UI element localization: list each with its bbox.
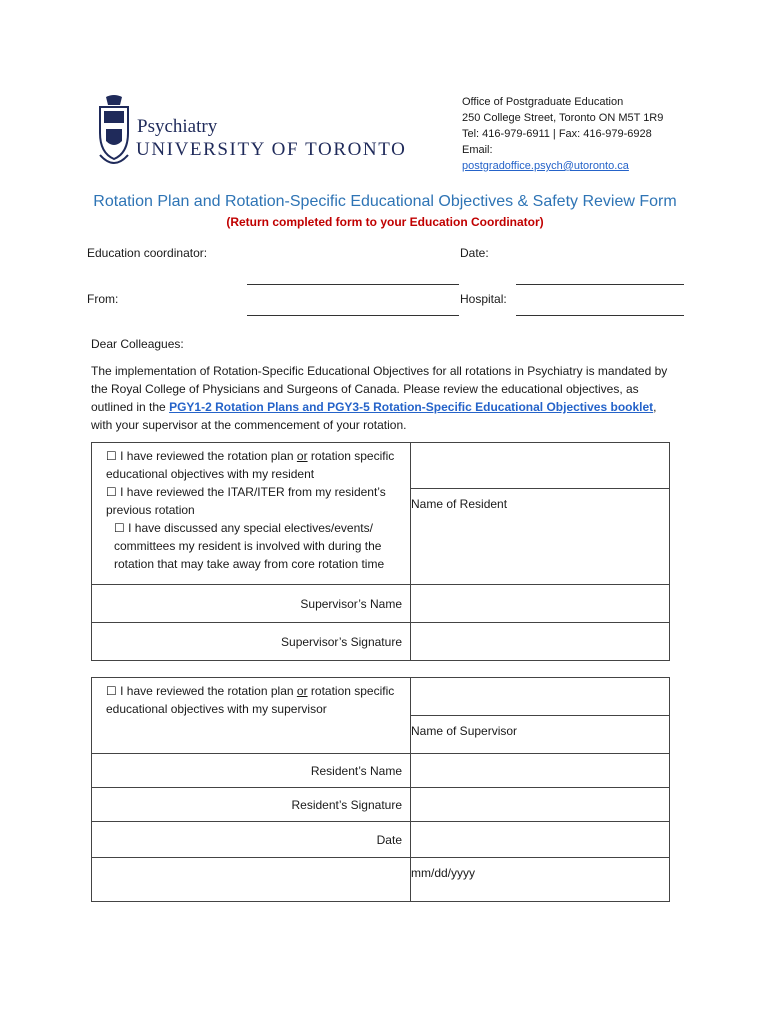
supervisors-signature-field[interactable]	[411, 623, 670, 661]
supervisor-checklist	[92, 443, 411, 585]
date-label: Date:	[460, 246, 489, 260]
education-coordinator-field[interactable]	[247, 284, 459, 285]
residents-signature-label: Resident’s Signature	[92, 788, 411, 822]
office-email-link[interactable]: postgradoffice.psych@utoronto.ca	[462, 160, 629, 172]
supervisors-name-label: Supervisor’s Name	[92, 585, 411, 623]
date-row-label: Date	[92, 822, 411, 858]
office-email-label: Email:	[462, 144, 493, 156]
supervisors-signature-label: Supervisor’s Signature	[92, 623, 411, 661]
date-field[interactable]	[516, 284, 684, 285]
letter-body-start: The implementation of Rotation-Specific Educational Objectives for all rotations in Psychiatry is mandated by the Royal College of Physicians and Surgeons of Canada. Please review the educational objectives, as outlined in the	[91, 364, 668, 414]
office-name: Office of Postgraduate Education	[462, 96, 624, 108]
res-check1-or: or	[296, 684, 308, 698]
university-crest-icon	[96, 93, 132, 171]
date-input-field[interactable]	[411, 822, 670, 858]
resident-checklist	[92, 678, 411, 754]
check1-text-a: I have reviewed the rotation plan	[120, 449, 297, 463]
form-subtitle: (Return completed form to your Education Coordinator)	[226, 215, 544, 229]
checkbox[interactable]: ☐	[114, 521, 125, 535]
salutation: Dear Colleagues:	[91, 337, 184, 351]
res-check1-text-a: I have reviewed the rotation plan	[120, 684, 297, 698]
supervisors-name-field[interactable]	[411, 585, 670, 623]
form-title: Rotation Plan and Rotation-Specific Educational Objectives & Safety Review Form	[93, 193, 677, 210]
check3-text: I have discussed any special electives/events/ committees my resident is involved with during the rotation that may take away from core rotation time	[114, 521, 385, 571]
date-row-spacer	[92, 858, 411, 902]
supervisor-review-table	[91, 442, 670, 661]
name-of-resident-label: Name of Resident	[411, 489, 670, 585]
from-field[interactable]	[247, 315, 459, 316]
residents-signature-field[interactable]	[411, 788, 670, 822]
from-label: From:	[87, 292, 119, 306]
letter-body	[91, 362, 681, 434]
booklet-link[interactable]: PGY1-2 Rotation Plans and PGY3-5 Rotation-Specific Educational Objectives booklet	[169, 400, 654, 414]
check2-text: I have reviewed the ITAR/ITER from my resident’s previous rotation	[106, 485, 386, 517]
check1-text-b: rotation specific educational objectives with my resident	[106, 449, 395, 481]
residents-name-field[interactable]	[411, 754, 670, 788]
logo-university-text: UNIVERSITY OF TORONTO	[136, 139, 407, 160]
office-contact-block	[462, 94, 663, 174]
checklist-item	[98, 447, 404, 483]
checklist-item	[98, 519, 404, 573]
date-format-hint: mm/dd/yyyy	[411, 858, 670, 902]
checkbox[interactable]: ☐	[106, 485, 117, 499]
checkbox[interactable]: ☐	[106, 684, 117, 698]
res-check1-text-b: rotation specific educational objectives with my supervisor	[106, 684, 395, 716]
checklist-item	[98, 483, 404, 519]
checkbox[interactable]: ☐	[106, 449, 117, 463]
hospital-label: Hospital:	[460, 292, 507, 306]
supervisor-name-input-box[interactable]	[411, 678, 670, 716]
logo-psychiatry-text: Psychiatry	[137, 116, 218, 137]
name-of-supervisor-label: Name of Supervisor	[411, 716, 670, 754]
office-phone-fax: Tel: 416-979-6911 | Fax: 416-979-6928	[462, 128, 652, 140]
resident-name-input-box[interactable]	[411, 443, 670, 489]
hospital-field[interactable]	[516, 315, 684, 316]
check1-or: or	[296, 449, 308, 463]
resident-review-table	[91, 677, 670, 902]
letter-body-end: , with your supervisor at the commencement of your rotation.	[91, 400, 657, 432]
education-coordinator-label: Education coordinator:	[87, 246, 208, 260]
residents-name-label: Resident’s Name	[92, 754, 411, 788]
office-address: 250 College Street, Toronto ON M5T 1R9	[462, 112, 664, 124]
checklist-item	[98, 682, 404, 718]
